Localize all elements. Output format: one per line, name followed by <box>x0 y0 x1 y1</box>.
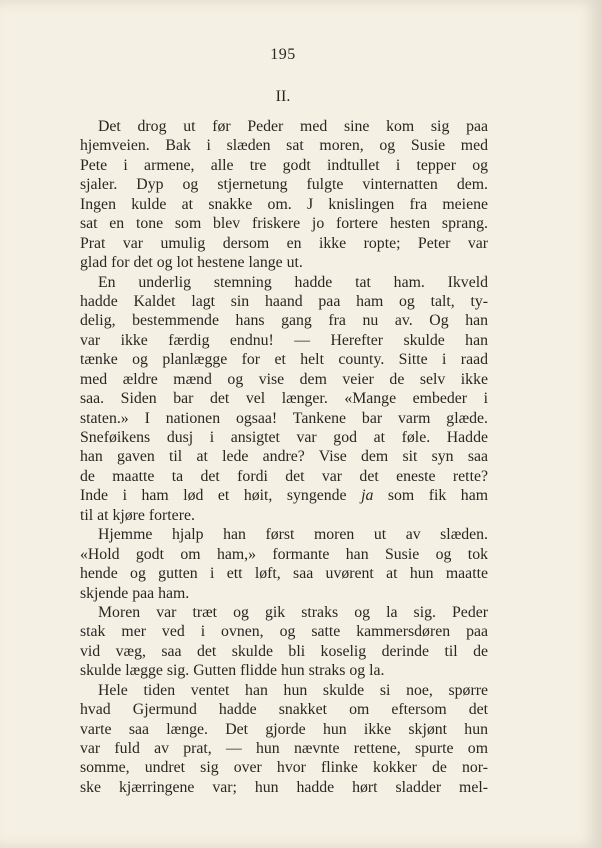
text-segment: som fik ham <box>373 487 488 505</box>
text-line: En underlig stemning hadde tat ham. Ikveld <box>98 273 488 291</box>
page-number: 195 <box>270 46 296 63</box>
text-line: med ældre mænd og vise dem veier de selv ikke <box>80 370 488 388</box>
text-line: ske kjærringene var; hun hadde hørt sladder mel- <box>80 778 488 796</box>
emphasized-word: ja <box>361 487 374 505</box>
body-text <box>80 117 488 797</box>
text-line: Pete i armene, alle tre godt indtullet i tepper og <box>80 156 488 174</box>
text-line: somme, undret sig over hvor flinke kokker de nor- <box>80 759 488 777</box>
text-line: hadde Kaldet lagt sin haand paa ham og talt, ty- <box>80 292 488 310</box>
text-line: staten.» I nationen ogsaa! Tankene bar varm glæde. <box>80 409 488 427</box>
text-line: Det drog ut før Peder med sine kom sig paa <box>98 118 488 135</box>
text-line: var fuld av prat, — hun nævnte rettene, spurte om <box>80 740 488 757</box>
text-line: hvad Gjermund hadde snakket om eftersom det <box>80 701 488 719</box>
text-line: stak mer ved i ovnen, og satte kammersdøren paa <box>80 623 488 641</box>
text-segment: Inde i ham lød et høit, syngende <box>80 487 362 505</box>
chapter-heading: II. <box>275 88 291 105</box>
text-line: delig, bestemmende hans gang fra nu av. Og han <box>80 312 488 330</box>
text-line: skjende paa ham. <box>80 584 190 602</box>
text-line: tænke og planlægge for et helt county. Sitte i raad <box>80 351 488 369</box>
text-line: sjaler. Dyp og stjernetung fulgte vinternatten dem. <box>80 176 488 194</box>
text-line: de maatte ta det fordi det var det eneste rette? <box>80 467 488 485</box>
text-line: hjemveien. Bak i slæden sat moren, og Susie med <box>80 137 488 155</box>
text-line: Hele tiden ventet han hun skulde si noe, spørre <box>98 681 488 699</box>
text-line: varte saa længe. Det gjorde hun ikke skjønt hun <box>80 720 488 738</box>
text-line: Prat var umulig dersom en ikke ropte; Peter var <box>80 234 488 252</box>
text-line: Hjemme hjalp han først moren ut av slæden. <box>98 526 488 544</box>
text-line: Moren var træt og gik straks og la sig. Peder <box>98 603 488 621</box>
text-line: til at kjøre fortere. <box>80 506 195 524</box>
text-line: Sneføikens dusj i ansigtet var god at føle. Hadde <box>80 429 488 446</box>
text-line: var ikke færdig endnu! — Herefter skulde han <box>80 331 488 349</box>
text-line: glad for det og lot hestene lange ut. <box>80 254 303 272</box>
text-line: skulde lægge sig. Gutten flidde hun straks og la. <box>80 662 385 680</box>
text-line: hende og gutten i ett løft, saa uvørent at hun maatte <box>80 565 488 583</box>
text-line: saa. Siden bar det vel længer. «Mange embeder i <box>80 390 488 408</box>
text-line: Ingen kulde at snakke om. J knislingen fra meiene <box>80 195 488 213</box>
text-line: «Hold godt om ham,» formante han Susie og tok <box>80 545 488 563</box>
text-line: sat en tone som blev friskere jo fortere hesten sprang. <box>80 215 488 233</box>
text-line: han gaven til at lede andre? Vise dem sit syn saa <box>80 448 488 466</box>
text-line: vid væg, saa det skulde bli koselig derinde til de <box>80 642 488 660</box>
text-line <box>80 486 488 505</box>
